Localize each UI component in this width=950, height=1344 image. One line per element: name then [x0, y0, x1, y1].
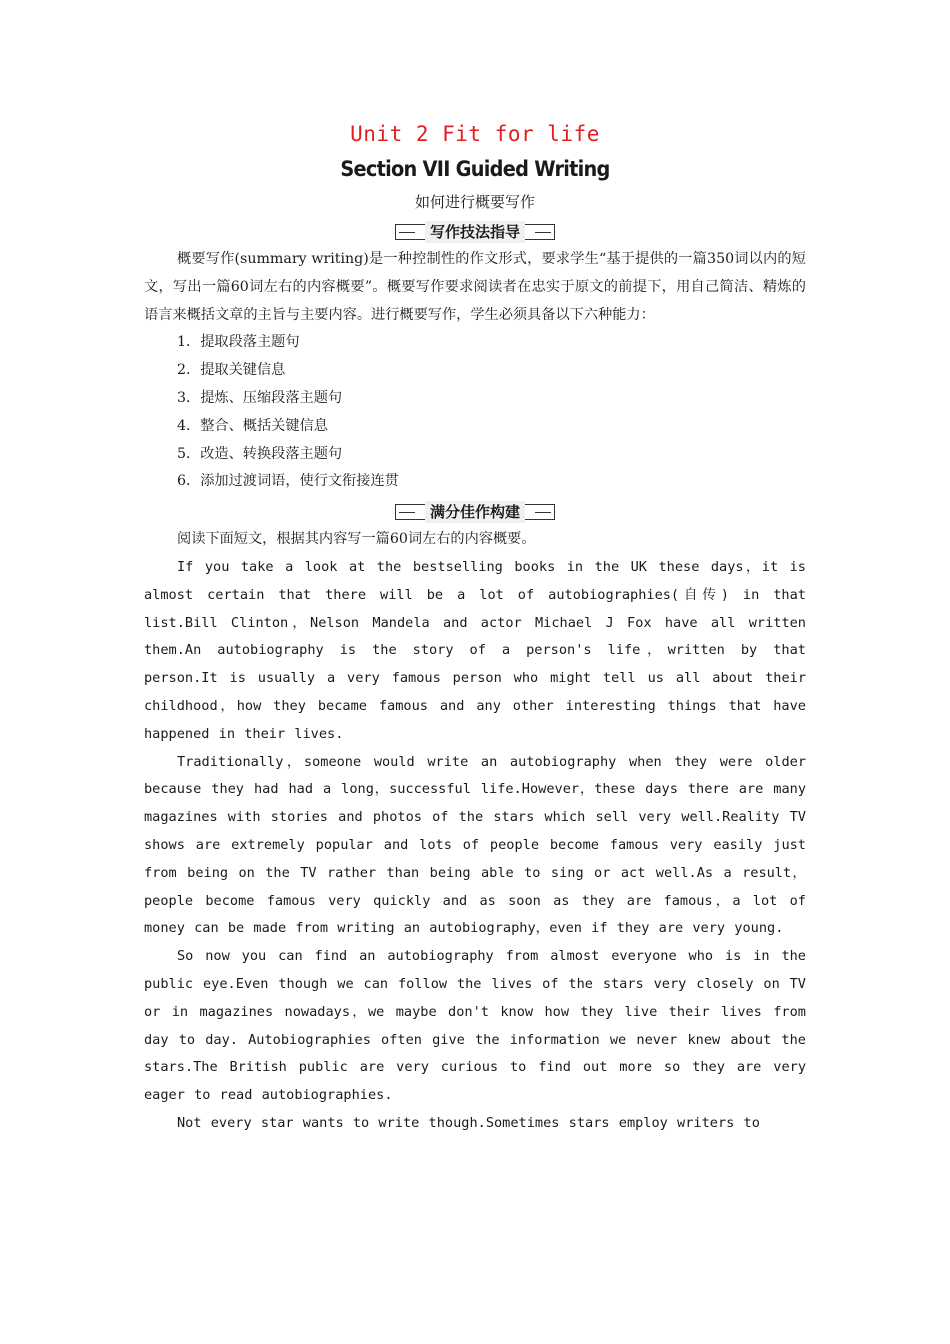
passage-paragraph: If you take a look at the bestselling books in the UK these days，it is almost certain that there will be a lot of autobiographies(自传) in that list.Bill Clinton，Nelson Mandela and actor Michael J Fox have all written them.An autobiography is the story of a person's life，written by that person.It is usually a very famous person who might tell us all about their childhood，how they became famous and any other interesting things that have happened in their lives.	[144, 558, 806, 742]
list-item: 1．提取段落主题句	[177, 334, 300, 351]
intro-paragraph: 概要写作(summary writing)是一种控制性的作文形式，要求学生“基于提供的一篇350词以内的短文，写出一篇60词左右的内容概要”。概要写作要求阅读者在忠实于原文的前提下，用自己简洁、精炼的语言来概括文章的主旨与主要内容。进行概要写作，学生必须具备以下六种能力：	[144, 251, 806, 323]
task-instruction: 阅读下面短文，根据其内容写一篇60词左右的内容概要。	[177, 531, 536, 548]
abilities-list	[144, 329, 806, 496]
list-item: 4．整合、概括关键信息	[177, 417, 328, 434]
reading-passage	[144, 554, 806, 1138]
subtitle: 如何进行概要写作	[414, 193, 535, 211]
list-item: 5．改造、转换段落主题句	[177, 445, 343, 462]
tips-banner-label: 写作技法指导	[425, 221, 525, 243]
section-title: Section VII Guided Writing	[340, 157, 610, 181]
model-banner	[395, 501, 555, 523]
passage-paragraph: So now you can find an autobiography from almost everyone who is in the public eye.Even though we can follow the lives of the stars very closely on TV or in magazines nowadays，we maybe don't know how they live their lives from day to day. Autobiographies often give the information we never knew about the stars.The British public are very curious to find out more so they are very eager to read autobiographies.	[144, 948, 806, 1104]
document-page	[144, 118, 806, 1138]
passage-paragraph: Not every star wants to write though.Sometimes stars employ writers to	[177, 1114, 760, 1131]
tips-banner-row	[144, 216, 806, 246]
list-item: 3．提炼、压缩段落主题句	[177, 389, 343, 406]
model-banner-row	[144, 496, 806, 526]
tips-banner	[395, 221, 555, 243]
list-item: 6．添加过渡词语，使行文衔接连贯	[177, 473, 399, 490]
model-banner-label: 满分佳作构建	[425, 501, 525, 523]
list-item: 2．提取关键信息	[177, 362, 286, 379]
unit-title: Unit 2 Fit for life	[350, 122, 600, 146]
passage-paragraph: Traditionally，someone would write an autobiography when they were older because they had had a long，successful life.However，these days there are many magazines with stories and photos of the stars which sell very well.Reality TV shows are extremely popular and lots of people become famous very easily just from being on the TV rather than being able to sing or act well.As a result，people become famous very quickly and as soon as they are famous，a lot of money can be made from writing an autobiography，even if they are very young.	[144, 753, 806, 937]
